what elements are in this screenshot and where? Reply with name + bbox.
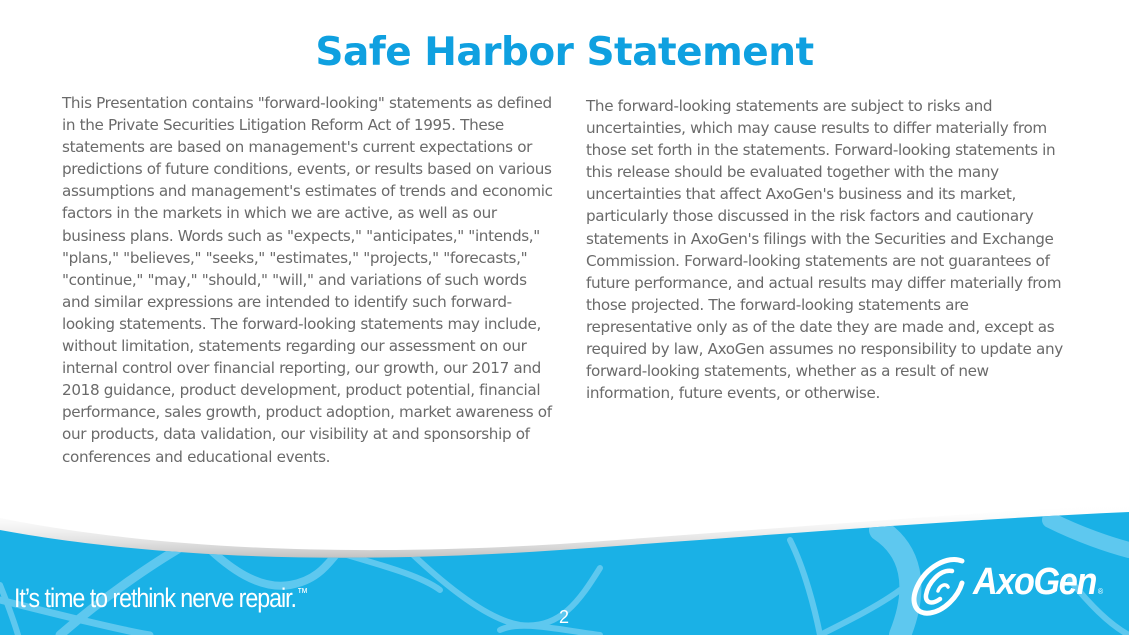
axogen-swirl-icon <box>908 553 970 621</box>
tagline-text: It’s time to rethink nerve repair. <box>14 583 296 613</box>
page-number: 2 <box>559 607 570 627</box>
safe-harbor-right-paragraph: The forward-looking statements are subject to risks and uncertainties, which may cause results to differ materially from those set forth in the statements. Forward-looking statements in this release should be evaluated together with the many uncertainties that affect AxoGen's business and its market, particularly those discussed in the risk factors and cautionary statements in AxoGen's filings with the Securities and Exchange Commission. Forward-looking statements are not guarantees of future performance, and actual results may differ materially from those projected. The forward-looking statements are representative only as of the date they are made and, except as required by law, AxoGen assumes no responsibility to update any forward-looking statements, whether as a result of new information, future events, or otherwise. <box>586 97 1063 403</box>
footer-tagline <box>14 583 307 614</box>
slide-title: Safe Harbor Statement <box>315 30 814 75</box>
axogen-logo <box>908 553 1123 621</box>
trademark-mark: ™ <box>296 585 307 600</box>
axogen-wordmark <box>973 561 1103 604</box>
safe-harbor-left-paragraph: This Presentation contains "forward-looking" statements as defined in the Private Securities Litigation Reform Act of 1995. These statements are based on management's current expectations or predictions of future conditions, events, or results based on various assumptions and management's estimates of trends and economic factors in the markets in which we are active, as well as our business plans. Words such as "expects," "anticipates," "intends," "plans," "believes," "seeks," "estimates," "projects," "forecasts," "continue," "may," "should," "will," and variations of such words and similar expressions are intended to identify such forward-looking statements. The forward-looking statements may include, without limitation, statements regarding our assessment on our internal control over financial reporting, our growth, our 2017 and 2018 guidance, product development, product potential, financial performance, sales growth, product adoption, market awareness of our products, data validation, our visibility at and sponsorship of conferences and educational events. <box>62 94 553 466</box>
registered-mark: ® <box>1097 587 1104 596</box>
logo-text: AxoGen <box>973 561 1097 603</box>
